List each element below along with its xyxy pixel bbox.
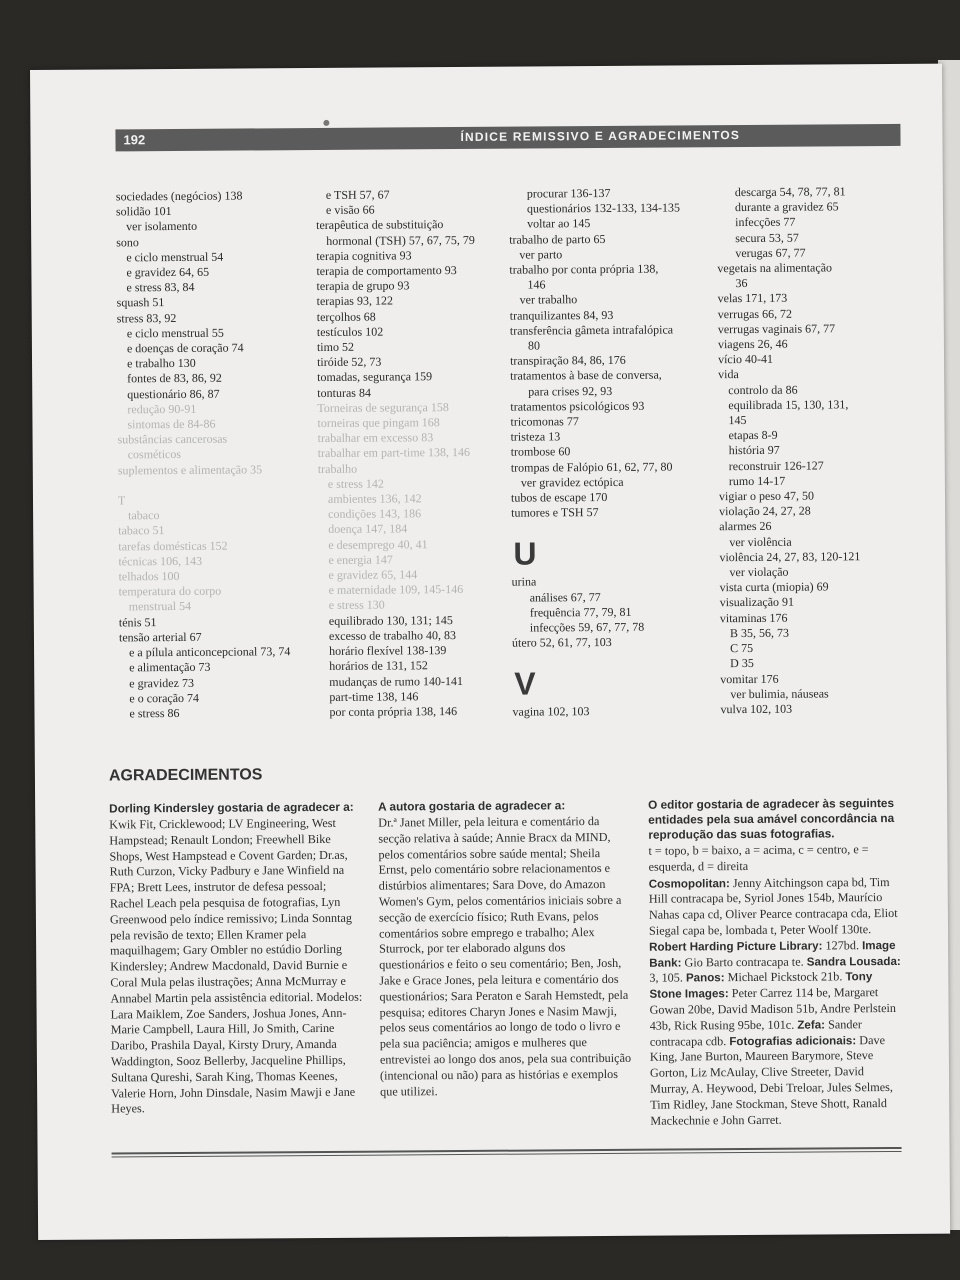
index-entry: Torneiras de segurança 158 [317, 399, 449, 415]
index-entry: violação 24, 27, 28 [719, 503, 811, 519]
index-entry: tumores e TSH 57 [511, 505, 599, 520]
credit-agency: Fotografias adicionais: [729, 1033, 857, 1048]
index-entry: viagens 26, 46 [717, 336, 788, 352]
index-entry: violência 24, 27, 83, 120-121 [719, 549, 861, 565]
index-entry: terapia de grupo 93 [316, 278, 410, 294]
letter-heading-v: V [514, 665, 536, 703]
index-entry: visualização 91 [719, 595, 795, 610]
index-entry: C 75 [730, 641, 754, 656]
index-entry: técnicas 106, 143 [118, 553, 203, 569]
index-entry: vulva 102, 103 [720, 701, 793, 717]
index-entry: vagina 102, 103 [512, 704, 590, 720]
index-entry: condições 143, 186 [328, 506, 422, 522]
index-entry: hormonal (TSH) 57, 67, 75, 79 [326, 232, 475, 248]
credit-agency: Zefa: [797, 1018, 826, 1032]
index-column-2 [316, 187, 510, 720]
index-entry: tabaco [128, 508, 160, 523]
index-entry: e stress 130 [328, 598, 385, 613]
index-entry: equilibrada 15, 130, 131, [728, 397, 849, 412]
index-entry: útero 52, 61, 77, 103 [511, 635, 612, 650]
index-entry: squash 51 [116, 295, 165, 310]
index-entry: cosméticos [127, 447, 182, 462]
index-entry: para crises 92, 93 [528, 383, 613, 399]
index-entry: ver gravidez ectópica [520, 474, 624, 490]
index-entry: verrugas vaginais 67, 77 [717, 321, 836, 337]
credit-text: 127bd. [822, 937, 863, 953]
index-entry: mudanças de rumo 140-141 [329, 673, 463, 689]
index-entry: velas 171, 173 [717, 291, 788, 306]
index-entry: tonturas 84 [317, 385, 371, 400]
index-entry: vida [718, 367, 739, 382]
index-entry: e alimentação 73 [129, 660, 211, 675]
index-entry: T [117, 493, 126, 508]
credit-agency: Tony Stone Images: [649, 970, 873, 1001]
book-page [30, 64, 950, 1240]
index-entry: terapêutica de substituição [316, 217, 444, 233]
index-entry: e ciclo menstrual 54 [126, 249, 224, 265]
index-entry: e stress 142 [327, 476, 384, 491]
index-entry: 80 [527, 338, 540, 353]
index-column-3 [509, 185, 703, 720]
credit-text: Jenny Aitchingson capa bd, Tim Hill contracapa be, Syriol Jones 154b, Maurício Nahas capa cd, Oliver Pearce contracapa cda, Eliot Siegal capa be, lombada t, Peter Woolf 130te. [648, 874, 898, 938]
index-entry: terapia cognitiva 93 [316, 248, 412, 263]
index-entry: trompas de Falópio 61, 62, 77, 80 [510, 459, 673, 475]
index-entry: tomadas, segurança 159 [317, 369, 433, 385]
index-entry: menstrual 54 [128, 599, 192, 614]
index-entry: tubos de escape 170 [510, 490, 608, 505]
index-entry: trabalhar em part-time 138, 146 [317, 445, 471, 461]
index-entry: trabalho de parto 65 [509, 231, 606, 247]
index-entry: alarmes 26 [719, 519, 772, 534]
index-entry: urina [511, 574, 537, 590]
credit-text: Michael Pickstock 21b. [724, 969, 846, 985]
index-entry: ver trabalho [519, 292, 578, 308]
page-speck [323, 120, 329, 126]
index-entry: e maternidade 109, 145-146 [328, 582, 464, 598]
index-entry: 36 [735, 276, 748, 291]
index-entry: vigiar o peso 47, 50 [718, 488, 815, 504]
index-entry: e ciclo menstrual 55 [126, 325, 224, 341]
index-entry: terçolhos 68 [316, 309, 376, 324]
index-u-entries [512, 574, 703, 651]
index-entry: vomitar 176 [720, 671, 779, 686]
index-entry: e stress 86 [129, 705, 180, 721]
ack-body-dk: Kwik Fit, Cricklewood; LV Engineering, West Hampstead; Renault London; Freewhell Bike Shops, West Hampstead e Covent Garden; Dr.as, Ruth Curzon, Vicky Padbury e Jane Winfield na FPA; Brett Lees, instrutor de defesa pessoal; Rachel Leach pela pesquisa de fotografias, Lyn Greenwood pelo índice remissivo; Linda Sonntag pela revisão de texto; Ellen Kramer pela maquilhagem; Gary Ombler no estúdio Dorling Kindersley; Andrew Macdonald, David Burnie e Coral Mula pelas ilustrações; Anna McMurray e Annabel Martin pela assistência editorial. Modelos: Lara Maiklem, Zoe Sanders, Joshua Jones, Ann-Marie Campbell, Laura Hill, Jo Smith, Carine Daribo, Prashila Dayal, Kirsty Drury, Amanda Waddington, Sooz Bellerby, Jacqueline Phillips, Sultana Qureshi, Sarah King, Thomas Keenes, Valerie Horn, John Dinsdale, Nasim Mawji e Jane Heyes. [109, 815, 363, 1116]
credit-text: 3, 105. [649, 970, 686, 986]
ack-column-photo-credits [648, 796, 902, 1129]
running-header [115, 124, 900, 151]
index-entry: procurar 136-137 [526, 185, 611, 201]
index-entry: horários de 131, 152 [329, 658, 428, 674]
index-entry: redução 90-91 [127, 401, 197, 417]
index-entry: terapia de comportamento 93 [316, 263, 457, 279]
index-entry: durante a gravidez 65 [734, 199, 839, 215]
index-entry: ver violência [729, 534, 792, 549]
index-entry: testículos 102 [316, 324, 384, 339]
page-number: 192 [123, 132, 146, 148]
footer-rule [112, 1147, 902, 1158]
credit-agency: Image Bank: [649, 938, 896, 970]
acknowledgements-title: AGRADECIMENTOS [108, 766, 263, 785]
index-t-continued [509, 185, 701, 521]
credit-text: Gio Barto contracapa te. [681, 954, 807, 970]
photo-position-key: t = topo, b = baixo, a = acima, c = centro, e = esquerda, d = direita [648, 842, 869, 874]
running-title: ÍNDICE REMISSIVO E AGRADECIMENTOS [460, 128, 741, 144]
index-entry: trabalhar em excesso 83 [317, 430, 434, 446]
index-entry: vício 40-41 [717, 352, 774, 367]
index-entry: e gravidez 64, 65 [126, 264, 210, 280]
index-entry: ténis 51 [118, 614, 157, 630]
index-entry: e doenças de coração 74 [126, 340, 244, 356]
photo-credits [649, 875, 903, 1130]
index-entry: excesso de trabalho 40, 83 [328, 627, 456, 643]
index-entry: e energia 147 [328, 552, 393, 567]
index-entry: e desemprego 40, 41 [328, 536, 428, 552]
index-entry: tricomonas 77 [510, 414, 579, 429]
index-entry: trabalho [317, 461, 358, 476]
index-entry: tabaco 51 [118, 523, 165, 538]
index-entry: e gravidez 65, 144 [328, 567, 418, 583]
index-entry: sintomas de 84-86 [127, 416, 216, 432]
index-entry: análises 67, 77 [529, 589, 601, 605]
index-entry: fontes de 83, 86, 92 [127, 371, 222, 386]
index-entry: sociedades (negócios) 138 [115, 188, 243, 204]
index-entry [118, 477, 308, 494]
index-entry: substâncias cancerosas [117, 431, 228, 447]
credit-agency: Panos: [685, 971, 725, 985]
index-entry: rumo 14-17 [728, 473, 786, 488]
index-entry: secura 53, 57 [735, 230, 799, 245]
index-entry: vista curta (miopia) 69 [719, 579, 829, 595]
index-entry: e gravidez 73 [129, 675, 194, 690]
index-entry: torneiras que pingam 168 [317, 415, 440, 431]
index-entry: suplementos e alimentação 35 [117, 462, 263, 478]
index-entry: tratamentos à base de conversa, [510, 368, 662, 384]
ack-heading-editor: O editor gostaria de agradecer às seguintes entidades pela sua amável concordância na reprodução das suas fotografias. [648, 795, 895, 842]
index-entry: solidão 101 [115, 204, 172, 219]
index-entry: etapas 8-9 [728, 428, 778, 443]
ack-column-publisher [109, 800, 363, 1118]
credit-text: Peter Carrez 114 be, Margaret Gowan 20be, David Madison 51b, Andre Perlstein 43b, Rick Rusing 95be, 101c. [649, 985, 897, 1033]
index-entry: ver violação [729, 564, 789, 580]
ack-heading-dk: Dorling Kindersley gostaria de agradecer a: [109, 799, 354, 816]
index-entry: B 35, 56, 73 [729, 625, 790, 641]
index-entry: temperatura do corpo [118, 583, 222, 599]
index-column-4 [717, 184, 911, 717]
index-entry: 145 [728, 413, 747, 428]
ack-column-author [378, 798, 632, 1100]
letter-heading-u: U [513, 535, 537, 573]
credit-text: Sander contracapa cdb. [649, 1016, 862, 1049]
ack-body-author: Dr.ª Janet Miller, pela leitura e comentário da secção relativa à saúde; Annie Bracx da MIND, pelos comentários sobre saúde mental; Sheila Ernst, pelo comentário sobre relacionamentos e distúrbios alimentares; Sara Dove, do Amazon Women's Gym, pelos comentários iniciais sobre a secção de exercício físico; Ruth Evans, pelos comentários sobre emprego e trabalho; Alex Sturrock, por ter elaborado alguns dos questionários e feito o seu comentário; Ben, Josh, Jake e Grace Jones, pela leitura e comentário dos questionários; Sara Peraton e Sarah Hemstedt, pela pesquisa; editores Charyn Jones e Nasim Mawji, pelos seus comentários ao longo de todo o livro e pela sua paciência; amigos e mulheres que entrevistei ao longo dos anos, pela sua contribuição (intencional ou não) para as histórias e exemplos que utilizei. [378, 814, 632, 1099]
index-entry: trabalho por conta própria 138, [509, 261, 659, 277]
index-entry: verrugas 66, 72 [717, 306, 793, 321]
index-entry: e a pílula anticoncepcional 73, 74 [129, 644, 291, 660]
index-entry: frequência 77, 79, 81 [529, 604, 632, 620]
index-entry: história 97 [728, 443, 780, 458]
index-entry: voltar ao 145 [527, 216, 591, 231]
credit-agency: Cosmopolitan: [648, 876, 730, 891]
index-entry: timo 52 [316, 339, 355, 355]
index-entry: tristeza 13 [510, 429, 561, 444]
index-entry: infecções 77 [735, 215, 796, 230]
index-entry: e trabalho 130 [127, 356, 196, 371]
index-entry: e TSH 57, 67 [325, 187, 390, 202]
index-entry: vitaminas 176 [719, 610, 788, 625]
index-entry: descarga 54, 78, 77, 81 [734, 184, 846, 200]
index-entry: terapias 93, 122 [316, 293, 393, 309]
index-entry: sono [116, 234, 139, 250]
index-entry: equilibrado 130, 131; 145 [328, 612, 453, 628]
index-entry: reconstruir 126-127 [728, 458, 824, 473]
index-entry: ver isolamento [126, 219, 198, 234]
index-entry: stress 83, 92 [116, 310, 177, 326]
index-entry: tranquilizantes 84, 93 [509, 307, 614, 323]
index-entry: tratamentos psicológicos 93 [510, 398, 645, 414]
index-entry: transpiração 84, 86, 176 [509, 353, 626, 368]
index-entry: e visão 66 [325, 202, 375, 218]
index-entry: vegetais na alimentação [717, 260, 833, 276]
index-entry: ver parto [519, 247, 563, 262]
index-entry: e o coração 74 [129, 690, 200, 706]
index-entry: D 35 [730, 656, 754, 671]
index-entry: questionário 86, 87 [127, 386, 220, 401]
ack-heading-author: A autora gostaria de agradecer a: [378, 798, 566, 814]
credit-agency: Sandra Lousada: [806, 954, 901, 969]
index-entry: tiróide 52, 73 [316, 354, 382, 370]
index-entry: ver bulimia, náuseas [730, 686, 829, 701]
index-entry: questionários 132-133, 134-135 [526, 200, 681, 216]
index-entry: verugas 67, 77 [735, 245, 806, 260]
index-entry: infecções 59, 67, 77, 78 [529, 619, 645, 635]
index-entry: tarefas domésticas 152 [118, 538, 228, 554]
index-entry: part-time 138, 146 [329, 689, 419, 704]
index-entry: por conta própria 138, 146 [329, 703, 458, 719]
credit-agency: Robert Harding Picture Library: [649, 939, 823, 954]
index-entry: transferência gâmeta intrafalópica [509, 322, 674, 338]
index-entry: controlo da 86 [728, 382, 798, 397]
index-entry: telhados 100 [118, 569, 180, 584]
index-column-1 [116, 188, 310, 721]
index-entry: doença 147, 184 [328, 521, 408, 537]
index-entry: 146 [527, 277, 546, 292]
index-v-entries [512, 704, 702, 721]
index-entry: tensão arterial 67 [118, 629, 202, 645]
credit-text: Dave King, Jane Burton, Maureen Barymore, Steve Gorton, Liz McAulay, Clive Streeter, David Murray, A. Heywood, Debi Treloar, Jules Selmes, Tim Ridley, Jane Stockman, Steve Shott, Ranald Mackechnie e John Garret. [649, 1032, 893, 1128]
index-entry: horário flexível 138-139 [329, 643, 447, 659]
index-entry: trombose 60 [510, 444, 571, 460]
index-entry: ambientes 136, 142 [327, 491, 422, 506]
index-entry: e stress 83, 84 [126, 280, 195, 295]
